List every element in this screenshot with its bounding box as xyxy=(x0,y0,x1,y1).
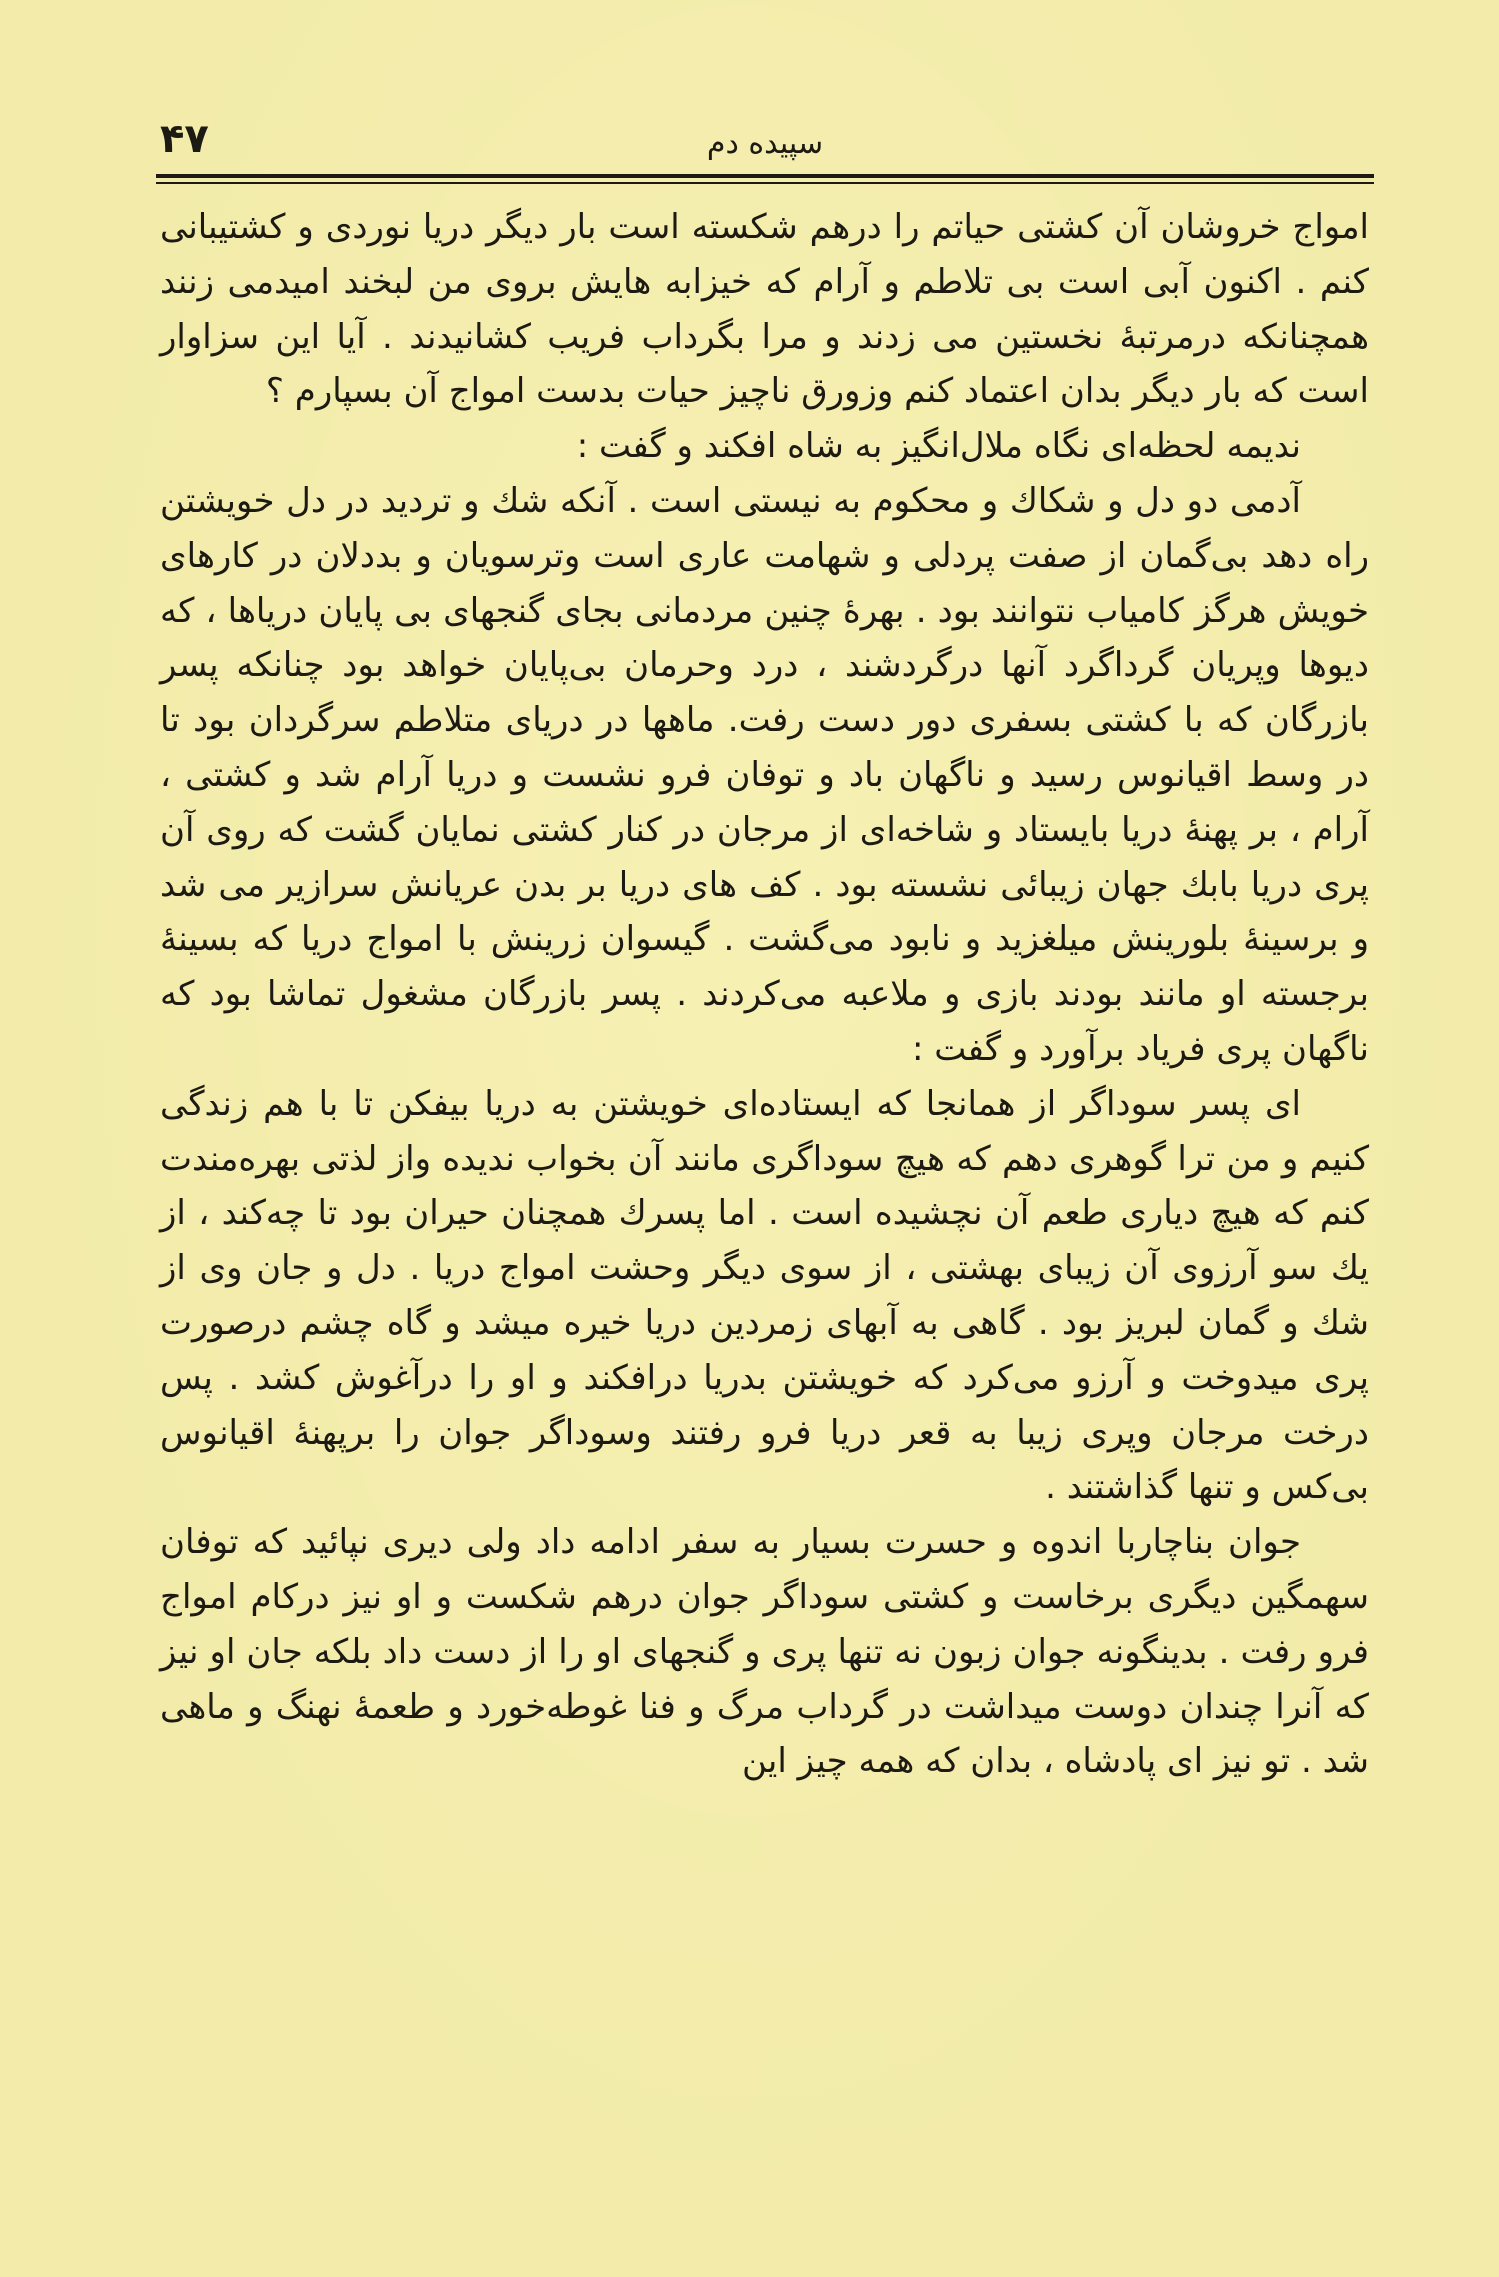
page-header xyxy=(156,110,1374,180)
paragraph-4: ای پسر سوداگر از همانجا که ایستاده‌ای خویشتن به دریا بیفکن تا با هم زندگی کنیم و من ترا گوهری دهم که هیچ سوداگری مانند آن بخواب ندیده واز لذتی بهره‌مندت کنم که هیچ دیاری طعم آن نچشیده است . اما پسرك همچنان حیران بود تا چه‌کند ، از یك سو آرزوی آن زیبای بهشتی ، از سوی دیگر وحشت امواج دریا . دل و جان وی از شك و گمان لبریز بود . گاهی به آبهای زمردین دریا خیره میشد و گاه چشم درصورت پری میدوخت و آرزو می‌کرد که خویشتن بدریا درافکند و او را درآغوش کشد . پس درخت مرجان وپری زیبا به قعر دریا فرو رفتند وسوداگر جوان را برپهنهٔ اقیانوس بی‌کس و تنها گذاشتند . xyxy=(160,1083,1369,1508)
running-title: سپیده دم xyxy=(706,126,824,161)
header-rule-thick xyxy=(156,174,1374,178)
body-text xyxy=(160,200,1369,2230)
paragraph-3: آدمی دو دل و شکاك و محکوم به نیستی است . آنکه شك و تردید در دل خویشتن راه دهد بی‌گمان از صفت پردلی و شهامت عاری است وترسویان و بددلان در کارهای خویش هرگز کامیاب نتوانند بود . بهرهٔ چنین مردمانی بجای گنجهای بی پایان دریاها ، که دیوها وپریان گرداگرد آنها درگردشند ، درد وحرمان بی‌پایان خواهد بود چنانکه پسر بازرگان که با کشتی بسفری دور دست رفت. ماهها در دریای متلاطم سرگردان بود تا در وسط اقیانوس رسید و ناگهان باد و توفان فرو نشست و دریا آرام شد و کشتی ، آرام ، بر پهنهٔ دریا بایستاد و شاخه‌ای از مرجان در کنار کشتی نمایان گشت که روی آن پری دریا بابك جهان زیبائی نشسته بود . کف های دریا بر بدن عریانش سرازیر می شد و برسینهٔ بلورینش میلغزید و نابود می‌گشت . گیسوان زرینش با امواج دریا که بسینهٔ برجسته او مانند بودند بازی و ملاعبه می‌کردند . پسر بازرگان مشغول تماشا بود که ناگهان پری فریاد برآورد و گفت : xyxy=(160,480,1369,1069)
paragraph-1: امواج خروشان آن کشتی حیاتم را درهم شکسته است بار دیگر دریا نوردی و کشتیبانی کنم . اکنون آبی است بی تلاطم و آرام که خیزابه هایش بروی من لبخند امیدمی زنند همچنانکه درمرتبهٔ نخستین می زدند و مرا بگرداب فریب کشانیدند . آیا این سزاوار است که بار دیگر بدان اعتماد کنم وزورق ناچیز حیات بدست امواج آن بسپارم ؟ xyxy=(160,207,1369,412)
paragraph-5: جوان بناچاربا اندوه و حسرت بسیار به سفر ادامه داد ولی دیری نپائید که توفان سهمگین دیگری برخاست و کشتی سوداگر جوان درهم شکست و او نیز درکام امواج فرو رفت . بدینگونه جوان زبون نه تنها پری و گنجهای او را از دست داد بلکه جان او نیز که آنرا چندان دوست میداشت در گرداب مرگ و فنا غوطه‌خورد و طعمهٔ نهنگ و ماهی شد . تو نیز ای پادشاه ، بدان که همه چیز این xyxy=(160,1522,1369,1782)
header-rule-thin xyxy=(156,182,1374,184)
paragraph-2: ندیمه لحظه‌ای نگاه ملال‌انگیز به شاه افکند و گفت : xyxy=(576,426,1301,467)
page-number: ۴۷ xyxy=(160,116,209,162)
